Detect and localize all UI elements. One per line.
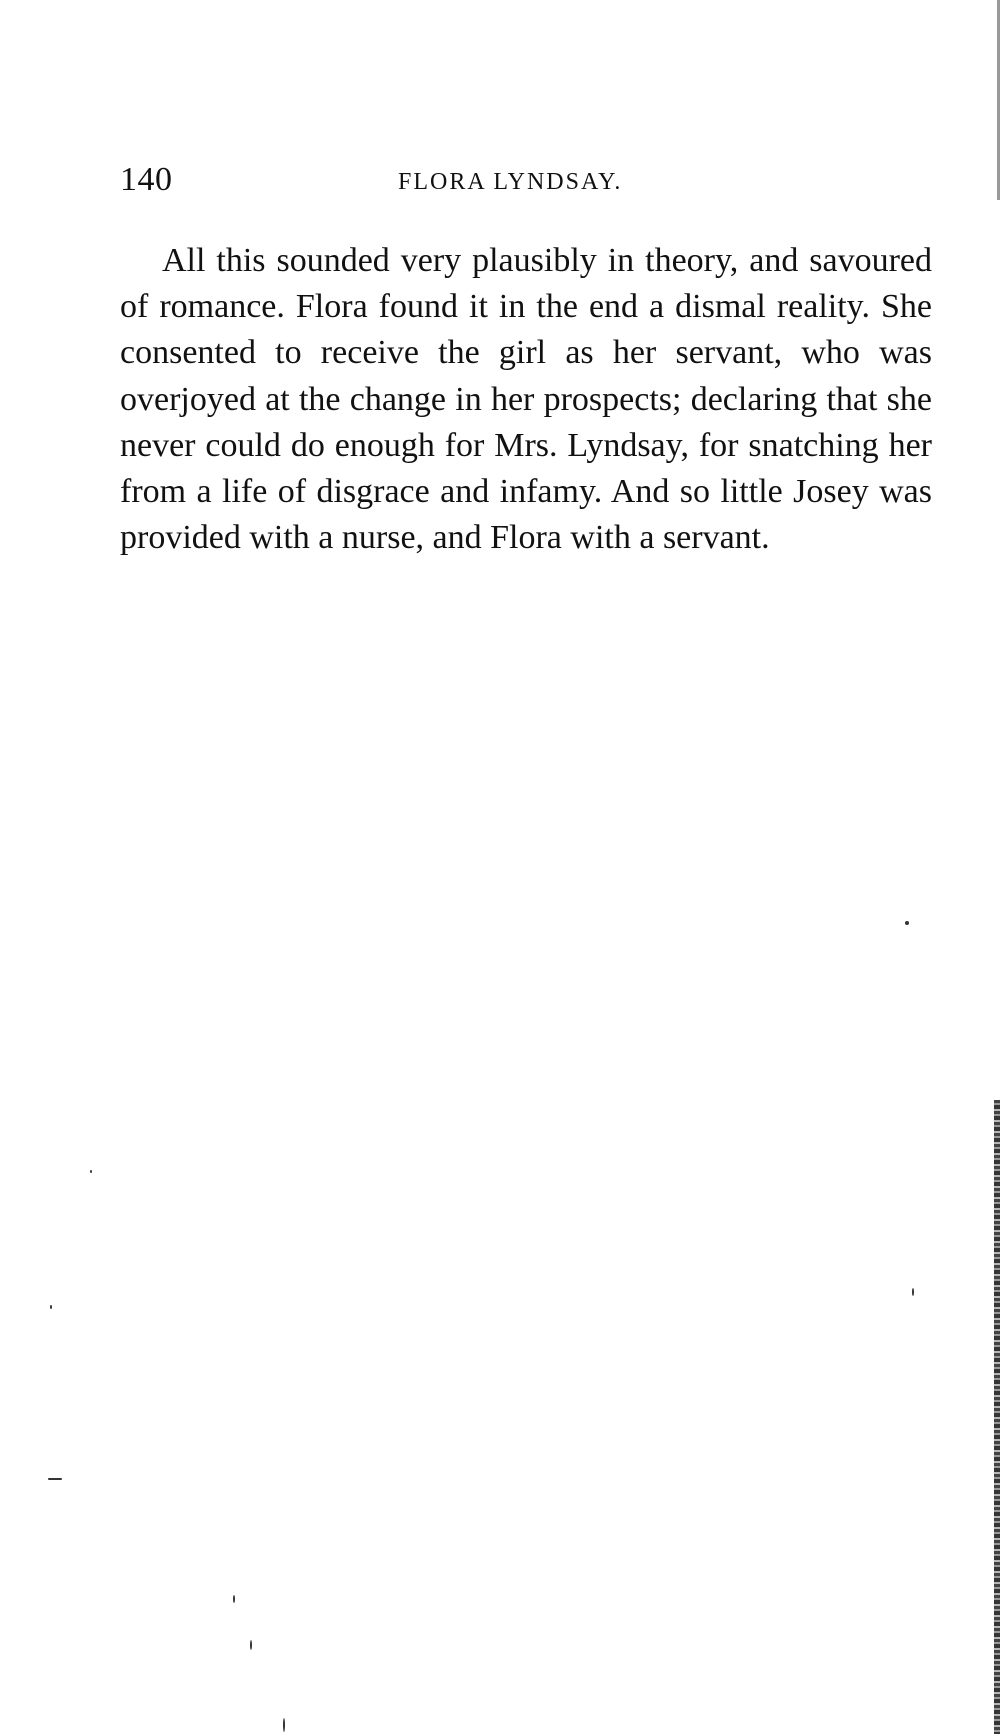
scan-speck [50, 1305, 52, 1309]
body-paragraph: All this sounded very plausibly in theory, and savoured of romance. Flora found it in the end a dismal reality. She consented to receive the girl as her servant, who was overjoyed at the change in her prospects; declaring that she never could do enough for Mrs. Lyndsay, for snatching her from a life of disgrace and infamy. And so little Josey was provided with a nurse, and Flora with a servant. [120, 242, 932, 557]
scan-edge-artifact [994, 1100, 1000, 1734]
scan-speck [48, 1478, 62, 1480]
scan-speck [283, 1718, 285, 1732]
scan-speck [90, 1170, 92, 1173]
running-head [120, 160, 930, 200]
scan-speck [905, 921, 909, 925]
page-number: 140 [120, 161, 173, 198]
running-title: FLORA LYNDSAY. [398, 169, 623, 195]
scan-speck [250, 1640, 252, 1650]
scan-speck [912, 1288, 914, 1296]
scan-speck [233, 1595, 235, 1603]
